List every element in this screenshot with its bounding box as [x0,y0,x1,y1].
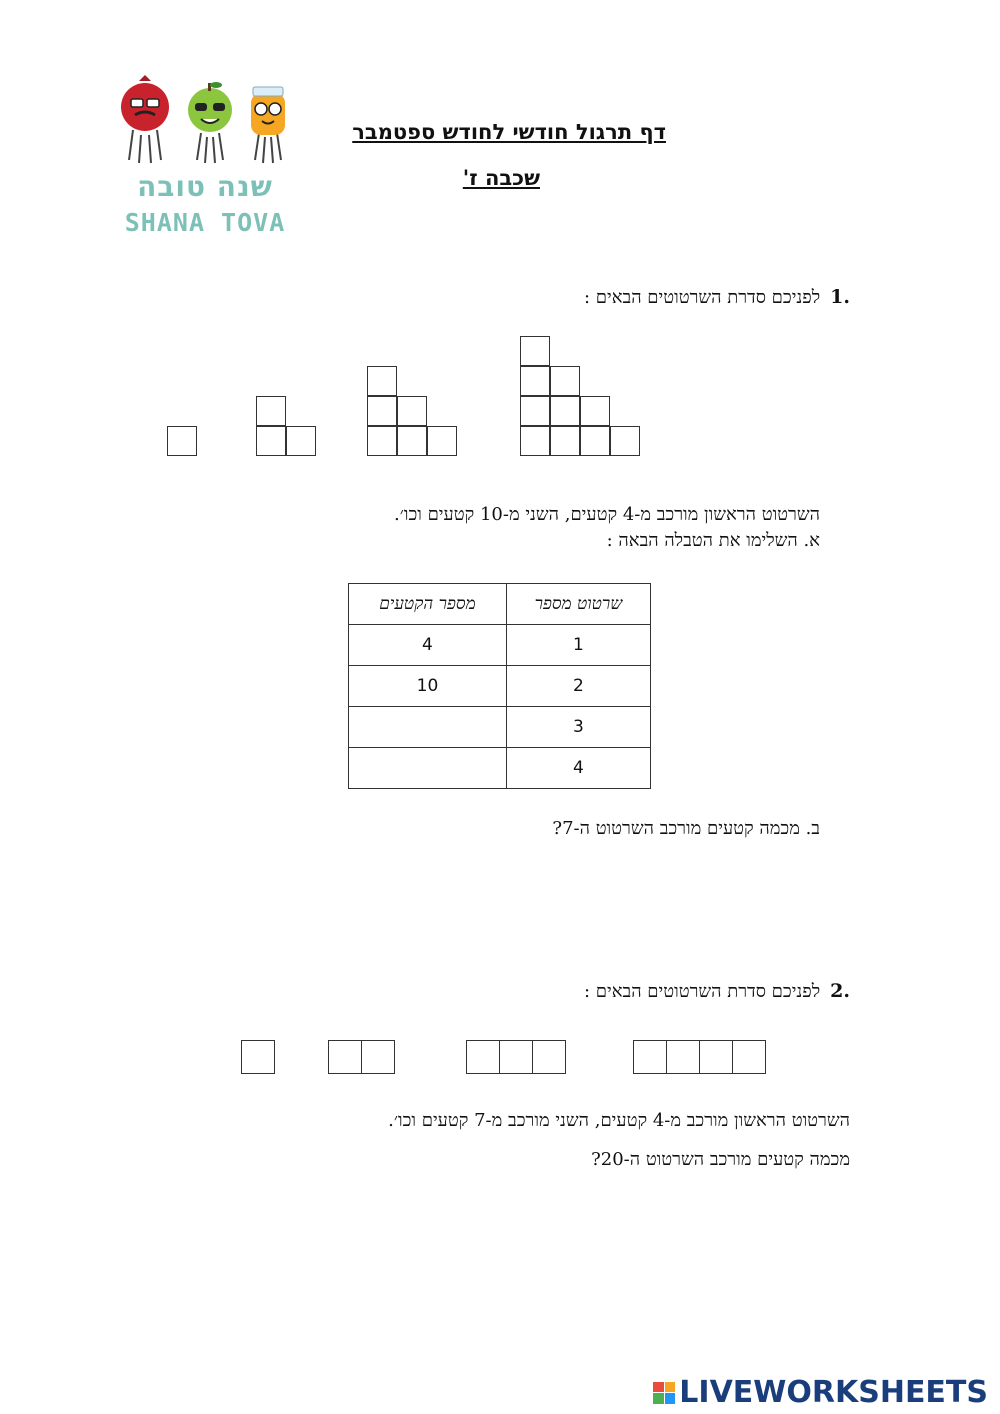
q2-d3-square [532,1040,566,1074]
liveworksheets-brand [653,1375,988,1410]
header-segments: מספר הקטעים [349,584,507,625]
q1-d2-square [256,396,286,426]
q1-d3-square [367,366,397,396]
q1-d3-square [427,426,457,456]
header-drawing: שרטוט מספר [506,584,650,625]
segments-cell[interactable]: 4 [349,625,507,666]
q1-d4-square [550,366,580,396]
page-title: דף תרגול חודשי לחודש ספטמבר [352,120,666,144]
segments-cell[interactable] [349,707,507,748]
q2-d2-square [328,1040,362,1074]
question-1-description: השרטוט הראשון מורכב מ-4 קטעים, השני מ-10 קטעים וכו׳. [393,504,820,525]
question-1-part-b: ב. מכמה קטעים מורכב השרטוט ה-7? [552,818,820,839]
q1-d4-square [520,396,550,426]
q1-d3-square [397,396,427,426]
table-header-row [349,584,651,625]
q1-d4-square [580,426,610,456]
segments-table [348,583,651,789]
question-2-question: מכמה קטעים מורכב השרטוט ה-20? [591,1149,850,1170]
brand-text: LIVEWORKSHEETS [679,1375,988,1410]
table-row [349,707,651,748]
q2-d1-square [241,1040,275,1074]
table-row [349,666,651,707]
liveworksheets-logo-icon [653,1382,675,1404]
shana-tova-logo [115,75,295,245]
segments-cell[interactable] [349,748,507,789]
table-row [349,748,651,789]
question-1-heading [584,286,850,308]
q2-d4-square [732,1040,766,1074]
question-2-prompt: לפניכם סדרת השרטוטים הבאים : [583,981,821,1002]
q1-d2-square [286,426,316,456]
drawing-cell: 3 [506,707,650,748]
fruit-characters-icon [115,75,295,170]
q2-d3-square [499,1040,533,1074]
q1-d3-square [397,426,427,456]
q2-d4-square [666,1040,700,1074]
q2-d4-square [633,1040,667,1074]
q1-d1-square [167,426,197,456]
q1-d3-square [367,396,397,426]
q1-d4-square [520,336,550,366]
logo-hebrew-text: שנה טובה [137,170,273,203]
q1-d4-square [520,366,550,396]
segments-cell[interactable]: 10 [349,666,507,707]
q1-d4-square [550,426,580,456]
question-2-number: .2 [830,980,850,1002]
drawing-cell: 4 [506,748,650,789]
q2-d3-square [466,1040,500,1074]
grade-subtitle: שכבה ז' [462,166,540,190]
question-2-description: השרטוט הראשון מורכב מ-4 קטעים, השני מורכב מ-7 קטעים וכו׳. [388,1110,850,1131]
drawing-cell: 2 [506,666,650,707]
q1-d4-square [580,396,610,426]
question-1-number: .1 [830,286,850,308]
question-1-prompt: לפניכם סדרת השרטוטים הבאים : [583,287,821,308]
logo-english-text: SHANA TOVA [124,208,286,237]
q1-d4-square [520,426,550,456]
q1-d3-square [367,426,397,456]
question-1-part-a: א. השלימו את הטבלה הבאה : [606,530,820,551]
q1-d4-square [550,396,580,426]
table-row [349,625,651,666]
q1-d4-square [610,426,640,456]
q2-d2-square [361,1040,395,1074]
q2-d4-square [699,1040,733,1074]
drawing-cell: 1 [506,625,650,666]
question-2-heading [584,980,850,1002]
q1-d2-square [256,426,286,456]
